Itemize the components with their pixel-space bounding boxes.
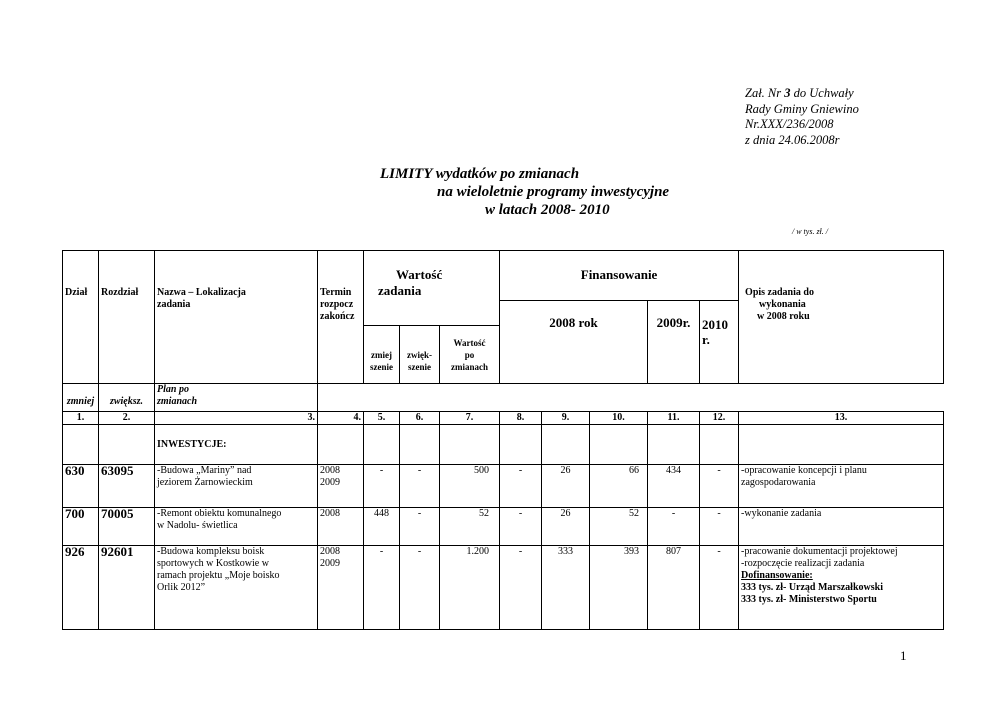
header-2009: 2009r. <box>648 301 700 384</box>
title-line-2: na wieloletnie programy inwestycyjne <box>437 184 670 200</box>
cell-opis: -wykonanie zadania <box>739 508 944 546</box>
table-row <box>63 508 944 546</box>
header-opis: Opis zadania do wykonania w 2008 roku <box>739 251 944 384</box>
header-row-4 <box>63 384 944 412</box>
colnum: 1. <box>63 412 99 425</box>
cell-termin: 2008 2009 <box>318 465 364 508</box>
cell-plan: 393 <box>590 546 648 630</box>
cell-wartosc-po: 1.200 <box>440 546 500 630</box>
cell-zwieksz: 26 <box>542 465 590 508</box>
cell-plan: 52 <box>590 508 648 546</box>
section-label: INWESTYCJE: <box>155 425 318 465</box>
cell-zmniej: - <box>500 546 542 630</box>
colnum: 7. <box>440 412 500 425</box>
header-zmniej: zmniej <box>63 384 99 412</box>
header-dzial: Dział <box>63 251 99 384</box>
header-wartosc-po-zmianach: Wartość po zmianach <box>440 326 500 384</box>
column-numbers-row <box>63 412 944 425</box>
cell-rozdzial: 92601 <box>99 546 155 630</box>
colnum: 2. <box>99 412 155 425</box>
colnum: 8. <box>500 412 542 425</box>
attachment-line-2: Rady Gminy Gniewino <box>745 101 859 116</box>
header-rozdzial: Rozdział <box>99 251 155 384</box>
cell-dzial: 926 <box>63 546 99 630</box>
header-zmniejszenie: zmiej szenie <box>364 326 400 384</box>
colnum: 9. <box>542 412 590 425</box>
cell-termin: 2008 2009 <box>318 546 364 630</box>
cell-2009: 807 <box>648 546 700 630</box>
cell-zwieksz: 26 <box>542 508 590 546</box>
investment-table <box>62 250 944 630</box>
title-line-3: w latach 2008- 2010 <box>485 202 610 218</box>
colnum: 10. <box>590 412 648 425</box>
cell-opis: -pracowanie dokumentacji projektowej -rozpoczęcie realizacji zadania Dofinansowanie: 333 tys. zł- Urząd Marszałkowski 333 tys. zł- Ministerstwo Sportu <box>739 546 944 630</box>
cell-rozdzial: 70005 <box>99 508 155 546</box>
cell-opis: -opracowanie koncepcji i planu zagospodarowania <box>739 465 944 508</box>
header-plan-po-zmianach: Plan po zmianach <box>155 384 318 412</box>
cell-nazwa: -Budowa kompleksu boisk sportowych w Kostkowie w ramach projektu „Moje boisko Orlik 2012” <box>155 546 318 630</box>
colnum: 3. <box>155 412 318 425</box>
colnum: 13. <box>739 412 944 425</box>
colnum: 5. <box>364 412 400 425</box>
cell-nazwa: -Budowa „Mariny” nad jeziorem Żarnowieckim <box>155 465 318 508</box>
cell-zmniejszenie: - <box>364 465 400 508</box>
cell-2010: - <box>700 465 739 508</box>
header-finansowanie: Finansowanie <box>500 251 739 301</box>
cell-2010: - <box>700 546 739 630</box>
cell-zmniejszenie: - <box>364 546 400 630</box>
dofinansowanie-label: Dofinansowanie: <box>741 570 813 581</box>
cell-zmniej: - <box>500 465 542 508</box>
colnum: 12. <box>700 412 739 425</box>
attachment-line-4: z dnia 24.06.2008r <box>745 132 840 147</box>
cell-zmniej: - <box>500 508 542 546</box>
cell-zwieksz: 333 <box>542 546 590 630</box>
cell-nazwa: -Remont obiektu komunalnego w Nadolu- świetlica <box>155 508 318 546</box>
cell-dzial: 700 <box>63 508 99 546</box>
header-zwiekszenie: zwięk- szenie <box>400 326 440 384</box>
cell-dzial: 630 <box>63 465 99 508</box>
header-2008: 2008 rok <box>500 301 648 384</box>
table-row <box>63 546 944 630</box>
cell-zwiekszenie: - <box>400 546 440 630</box>
section-row <box>63 425 944 465</box>
cell-termin: 2008 <box>318 508 364 546</box>
attachment-header <box>745 86 859 148</box>
colnum: 11. <box>648 412 700 425</box>
attachment-line-3: Nr.XXX/236/2008 <box>745 117 834 131</box>
cell-rozdzial: 63095 <box>99 465 155 508</box>
table-row <box>63 465 944 508</box>
cell-zwiekszenie: - <box>400 465 440 508</box>
cell-wartosc-po: 52 <box>440 508 500 546</box>
unit-note: / w tys. zł. / <box>792 227 829 236</box>
cell-wartosc-po: 500 <box>440 465 500 508</box>
header-wartosc-zadania: Wartość zadania <box>364 251 500 326</box>
header-zwieksz: zwiększ. <box>99 384 155 412</box>
cell-zwiekszenie: - <box>400 508 440 546</box>
cell-2010: - <box>700 508 739 546</box>
cell-2009: - <box>648 508 700 546</box>
header-nazwa: Nazwa – Lokalizacja zadania <box>155 251 318 384</box>
title-line-1: LIMITY wydatków po zmianach <box>380 166 580 182</box>
header-termin: Termin rozpocz zakończ <box>318 251 364 384</box>
colnum: 6. <box>400 412 440 425</box>
cell-plan: 66 <box>590 465 648 508</box>
header-2010: 2010 r. <box>700 301 739 384</box>
attachment-line-1: Zał. Nr 3 do Uchwały <box>745 86 854 100</box>
colnum: 4. <box>318 412 364 425</box>
cell-2009: 434 <box>648 465 700 508</box>
header-row-1 <box>63 251 944 301</box>
cell-zmniejszenie: 448 <box>364 508 400 546</box>
page-number: 1 <box>900 648 907 663</box>
